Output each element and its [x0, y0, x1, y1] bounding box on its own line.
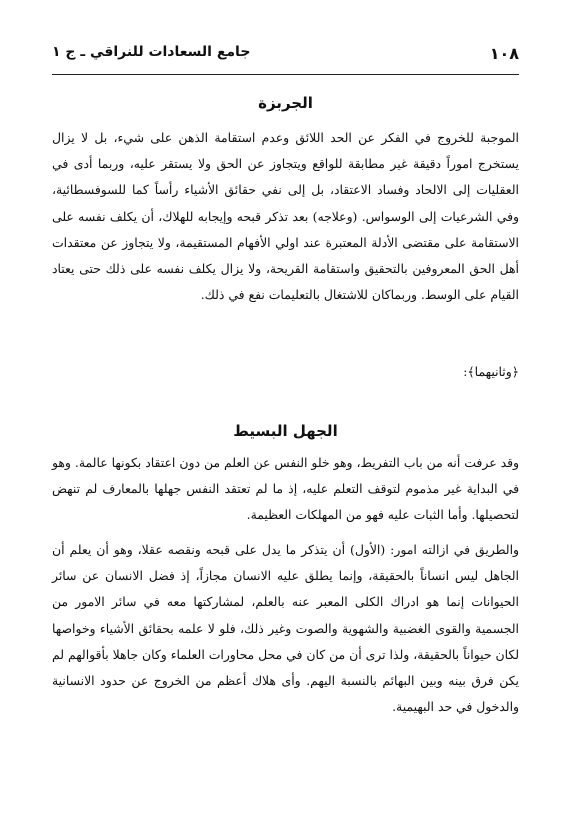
header-divider — [52, 74, 519, 75]
paragraph: وقد عرفت أنه من باب التفريط، وهو خلو النفس عن العلم من دون اعتقاد بكونها عالمة. وهو في البداية غير مذموم لتوقف التعلم عليه، إذ ما لم تعتقد النفس جهلها بالمعارف لم تنهض لتحصيلها. وأما الثبات عليه فهو من المهلكات العظيمة. — [52, 455, 519, 523]
page-number: ١٠٨ — [489, 44, 519, 63]
paragraph: ﴿وثانيهما﴾: — [463, 364, 519, 379]
running-title: جامع السعادات للنراقي ـ ج ١ — [52, 44, 251, 60]
section-title-simple-ignorance: الجهل البسيط — [233, 422, 338, 440]
paragraph: الموجبة للخروج في الفكر عن الحد اللائق وعدم استقامة الذهن على شيء، بل لا يزال يستخرج اموراً دقيقة غير مطابقة للواقع ويتجاوز عن الحق ولا يستقر عليه، وربما أدى في العقليات إلى الالحاد وفساد الاعتقاد، بل إلى نفي حقائق الأشياء رأساً كما للسوفسطائية، وفي الشرعيات إلى الوسواس. (وعلاجه) بعد تذكر قبحه وإيجابه للهلاك، أن يكلف نفسه على الاستقامة على مقتضى الأدلة المعتبرة عند اولي الأفهام المستقيمة، ولا يتجاوز عن معتقدات أهل الحق المعروفين بالتحقيق واستقامة القريحة، ولا يزال يكلف نفسه على ذلك حتى يعتاد القيام على الوسط. وربماكان للاشتغال بالتعليمات نفع في ذلك. — [52, 130, 519, 303]
paragraph: والطريق في ازالته امور: (الأول) أن يتذكر ما يدل على قبحه ونقصه عقلا، وهو أن يعلم أن الجاهل ليس انساناً بالحقيقة، وإنما يطلق عليه الانسان مجازاً، إذ فضل الانسان عن سائر الحيوانات إنما هو ادراك الكلى المعبر عنه بالعلم، لمشاركتها معه في سائر الامور من الجسمية والقوى الغضبية والشهوية والصوت وغير ذلك، فلو لا علمه بحقائق الأشياء وخواصها لكان حيواناً بالحقيقة، ولذا ترى أن من كان في محل محاورات العلماء وكان جاهلا بأقوالهم لم يكن فرق بينه وبين البهائم بالنسبة اليهم. وأى هلاك أعظم من الخروج عن حدود الانسانية والدخول في حد البهيمية. — [52, 542, 519, 715]
section-title-jarbaza: الجربزة — [258, 94, 313, 112]
page-header — [52, 44, 519, 74]
